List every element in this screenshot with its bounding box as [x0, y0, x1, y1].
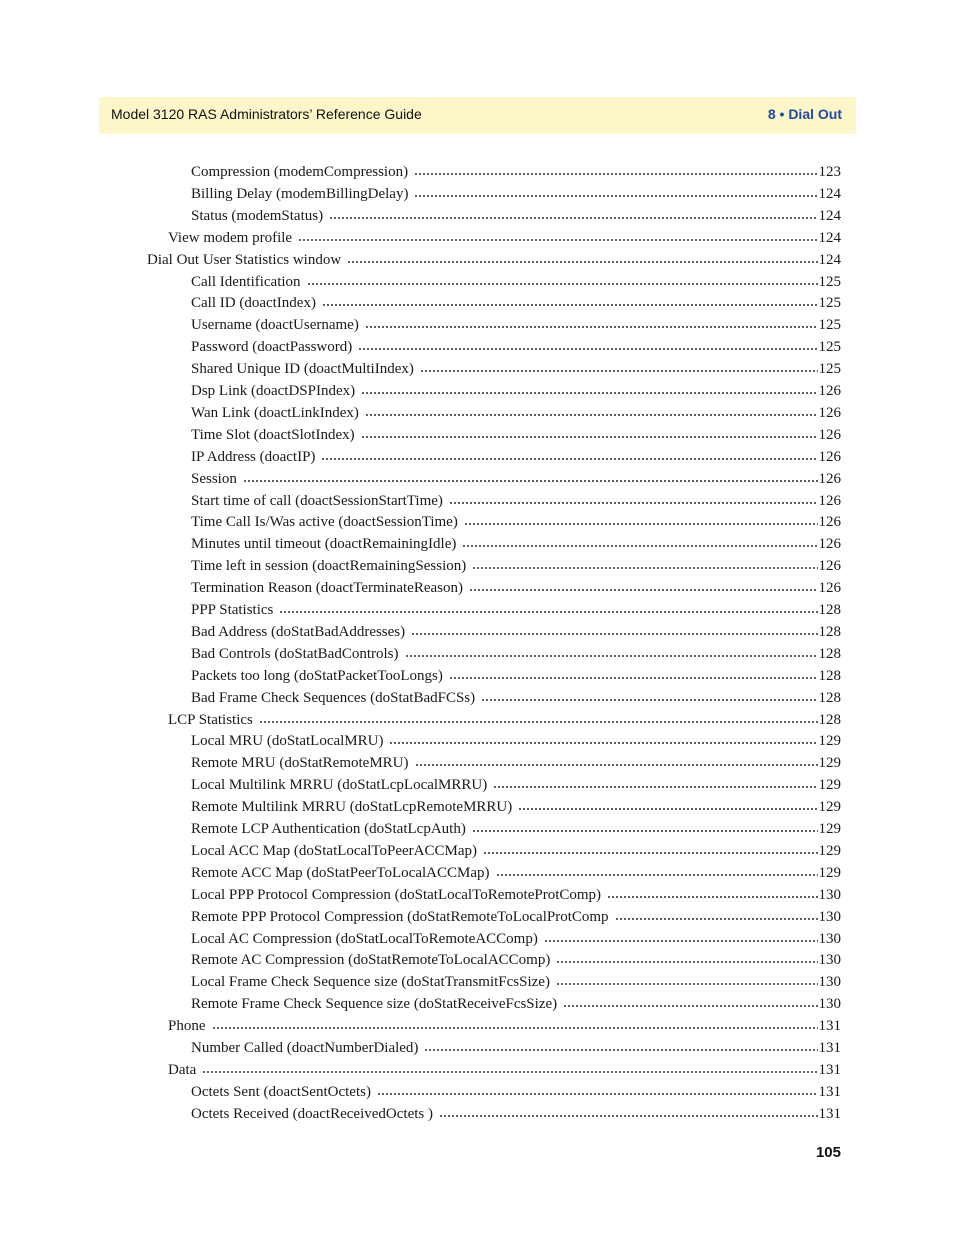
dot-leader — [615, 907, 818, 921]
toc-entry[interactable] — [191, 1104, 841, 1125]
toc-entry-page: 130 — [818, 996, 841, 1013]
dot-leader — [377, 1082, 818, 1096]
toc-entry-page: 129 — [818, 864, 841, 881]
toc-entry-title: Call Identification — [191, 273, 301, 290]
dot-leader — [449, 491, 818, 505]
toc-entry-title: Remote Frame Check Sequence size (doStatReceiveFcsSize) — [191, 996, 558, 1013]
page-number: 105 — [815, 1144, 841, 1161]
toc-entry[interactable] — [191, 600, 841, 621]
toc-entry-title: Local PPP Protocol Compression (doStatLocalToRemoteProtComp) — [191, 886, 602, 903]
toc-entry-page: 130 — [818, 886, 841, 903]
dot-leader — [405, 644, 818, 658]
toc-entry-page: 128 — [818, 689, 841, 706]
dot-leader — [411, 622, 817, 636]
dot-leader — [347, 250, 817, 264]
toc-entry[interactable] — [191, 315, 841, 336]
toc-entry[interactable] — [191, 447, 841, 468]
toc-entry[interactable] — [191, 819, 841, 840]
dot-leader — [449, 666, 818, 680]
dot-leader — [607, 885, 817, 899]
toc-entry-title: Data — [168, 1061, 197, 1078]
toc-entry-title: Status (modemStatus) — [191, 207, 324, 224]
toc-entry[interactable] — [191, 929, 841, 950]
toc-entry-page: 129 — [818, 842, 841, 859]
toc-entry[interactable] — [191, 731, 841, 752]
dot-leader — [212, 1016, 818, 1030]
toc-entry-page: 129 — [818, 733, 841, 750]
dot-leader — [556, 950, 817, 964]
toc-entry-title: Remote MRU (doStatRemoteMRU) — [191, 755, 409, 772]
toc-entry[interactable] — [191, 469, 841, 490]
dot-leader — [389, 731, 817, 745]
toc-entry-title: Bad Controls (doStatBadControls) — [191, 645, 399, 662]
toc-entry-page: 125 — [818, 339, 841, 356]
dot-leader — [321, 447, 817, 461]
toc-entry-title: Local AC Compression (doStatLocalToRemoteACComp) — [191, 930, 538, 947]
toc-entry-title: Local Frame Check Sequence size (doStatTransmitFcsSize) — [191, 974, 550, 991]
toc-entry[interactable] — [191, 622, 841, 643]
toc-entry-page: 124 — [818, 185, 841, 202]
toc-entry-title: Octets Sent (doactSentOctets) — [191, 1083, 371, 1100]
toc-entry-title: Remote LCP Authentication (doStatLcpAuth) — [191, 821, 466, 837]
dot-leader — [307, 272, 818, 286]
toc-entry[interactable] — [191, 775, 841, 796]
toc-entry-page: 128 — [818, 645, 841, 662]
dot-leader — [496, 863, 818, 877]
toc-entry-title: Octets Received (doactReceivedOctets ) — [191, 1105, 433, 1122]
toc-entry-page: 126 — [818, 558, 841, 575]
toc-entry-title: Time left in session (doactRemainingSession) — [191, 558, 467, 575]
toc-entry-page: 129 — [818, 755, 841, 772]
toc-entry-page: 130 — [818, 974, 841, 991]
toc-entry[interactable] — [191, 206, 841, 227]
toc-entry-title: Shared Unique ID (doactMultiIndex) — [191, 361, 414, 378]
toc-entry-page: 126 — [818, 492, 841, 509]
toc-entry-title: Minutes until timeout (doactRemainingIdle) — [191, 536, 457, 553]
toc-entry[interactable] — [191, 972, 841, 993]
toc-entry-title: Password (doactPassword) — [191, 339, 353, 356]
toc-entry-title: Session — [191, 470, 237, 487]
dot-leader — [365, 315, 818, 329]
toc-entry[interactable] — [191, 512, 841, 533]
toc-entry-title: Time Slot (doactSlotIndex) — [191, 426, 355, 443]
toc-entry[interactable] — [191, 403, 841, 424]
dot-leader — [322, 293, 818, 307]
toc-entry-page: 128 — [818, 602, 841, 618]
toc-entry-page: 125 — [818, 295, 841, 312]
toc-entry[interactable] — [191, 885, 841, 906]
toc-entry-title: Remote PPP Protocol Compression (doStatRemoteToLocalProtComp — [191, 908, 609, 925]
toc-entry-page: 126 — [818, 514, 841, 531]
dot-leader — [493, 775, 817, 789]
toc-entry-title: Bad Address (doStatBadAddresses) — [191, 623, 406, 640]
toc-entry[interactable] — [191, 556, 841, 577]
toc-entry-title: Number Called (doactNumberDialed) — [191, 1040, 419, 1056]
dot-leader — [472, 556, 817, 570]
dot-leader — [563, 994, 817, 1008]
toc-entry-title: Start time of call (doactSessionStartTime) — [191, 492, 443, 509]
dot-leader — [439, 1104, 818, 1118]
toc-entry-page: 131 — [818, 1018, 841, 1035]
dot-leader — [518, 797, 817, 811]
toc-entry-page: 126 — [818, 448, 841, 465]
dot-leader — [556, 972, 818, 986]
dot-leader — [414, 184, 817, 198]
toc-entry-page: 131 — [818, 1061, 841, 1078]
toc-entry[interactable] — [191, 753, 841, 774]
toc-entry-title: Dial Out User Statistics window — [147, 251, 342, 268]
toc-entry[interactable] — [191, 381, 841, 402]
dot-leader — [361, 381, 817, 395]
toc-entry-title: Local Multilink MRRU (doStatLcpLocalMRRU) — [191, 777, 488, 794]
toc-entry[interactable] — [191, 688, 841, 709]
dot-leader — [279, 600, 817, 614]
toc-entry-page: 128 — [818, 667, 841, 684]
dot-leader — [420, 359, 818, 373]
toc-entry[interactable] — [191, 950, 841, 971]
dot-leader — [481, 688, 817, 702]
toc-entry-page: 126 — [818, 470, 841, 487]
toc-entry-title: Packets too long (doStatPacketTooLongs) — [191, 667, 443, 684]
dot-leader — [469, 578, 818, 592]
toc-entry-title: Wan Link (doactLinkIndex) — [191, 404, 359, 421]
toc-entry-title: Call ID (doactIndex) — [191, 295, 316, 312]
dot-leader — [414, 162, 817, 176]
dot-leader — [464, 512, 818, 526]
toc-entry-page: 131 — [818, 1083, 841, 1100]
toc-entry-title: Username (doactUsername) — [191, 317, 359, 334]
document-title: Model 3120 RAS Administrators’ Reference Guide — [111, 106, 422, 122]
toc-entry[interactable] — [168, 710, 841, 731]
dot-leader — [462, 534, 817, 548]
dot-leader — [358, 337, 817, 351]
toc-entry-page: 125 — [818, 273, 841, 290]
toc-entry-page: 126 — [818, 536, 841, 553]
toc-entry[interactable] — [191, 841, 841, 862]
toc-entry-page: 123 — [818, 164, 841, 180]
toc-entry-title: Termination Reason (doactTerminateReason) — [191, 580, 463, 597]
toc-entry-title: LCP Statistics — [168, 711, 253, 728]
toc-entry-title: Dsp Link (doactDSPIndex) — [191, 383, 356, 399]
toc-entry-page: 125 — [818, 361, 841, 378]
toc-entry-page: 124 — [818, 229, 841, 246]
toc-entry-page: 131 — [818, 1105, 841, 1122]
toc-entry-title: PPP Statistics — [191, 602, 274, 618]
toc-entry-page: 124 — [818, 207, 841, 224]
toc-entry-page: 128 — [818, 711, 841, 728]
toc-entry[interactable] — [168, 1060, 841, 1081]
dot-leader — [415, 753, 818, 767]
toc-entry[interactable] — [191, 994, 841, 1015]
toc-entry[interactable] — [191, 184, 841, 205]
toc-entry-title: Phone — [168, 1018, 206, 1035]
dot-leader — [329, 206, 817, 220]
toc-entry[interactable] — [191, 534, 841, 555]
toc-entry-page: 130 — [818, 952, 841, 969]
dot-leader — [544, 929, 818, 943]
toc-entry[interactable] — [168, 228, 841, 249]
toc-entry-title: Billing Delay (modemBillingDelay) — [191, 185, 409, 202]
toc-entry-title: Compression (modemCompression) — [191, 164, 409, 180]
toc-entry[interactable] — [191, 863, 841, 884]
dot-leader — [365, 403, 818, 417]
toc-entry[interactable] — [168, 1016, 841, 1037]
toc-entry-page: 129 — [818, 799, 841, 816]
toc-entry[interactable] — [191, 907, 841, 928]
dot-leader — [202, 1060, 817, 1074]
toc-entry-title: Time Call Is/Was active (doactSessionTime) — [191, 514, 458, 531]
toc-entry[interactable] — [191, 293, 841, 314]
toc-entry-page: 126 — [818, 426, 841, 443]
toc-entry-title: Local ACC Map (doStatLocalToPeerACCMap) — [191, 842, 477, 859]
toc-entry-page: 126 — [818, 580, 841, 597]
toc-entry-page: 129 — [818, 777, 841, 794]
toc-entry-page: 126 — [818, 383, 841, 399]
toc-entry-title: Remote Multilink MRRU (doStatLcpRemoteMRRU) — [191, 799, 513, 816]
toc-entry-page: 125 — [818, 317, 841, 334]
toc-entry-title: Remote ACC Map (doStatPeerToLocalACCMap) — [191, 864, 490, 881]
toc-entry-page: 130 — [818, 908, 841, 925]
toc-entry-title: IP Address (doactIP) — [191, 448, 316, 465]
toc-entry[interactable] — [191, 578, 841, 599]
toc-entry[interactable] — [191, 359, 841, 380]
toc-entry-page: 126 — [818, 404, 841, 421]
toc-entry-title: View modem profile — [168, 229, 293, 246]
toc-entry[interactable] — [191, 425, 841, 446]
dot-leader — [483, 841, 818, 855]
dot-leader — [298, 228, 817, 242]
dot-leader — [424, 1038, 817, 1052]
dot-leader — [259, 710, 818, 724]
dot-leader — [361, 425, 818, 439]
toc-entry-page: 124 — [818, 251, 841, 268]
toc-entry[interactable] — [147, 250, 841, 271]
toc-entry-title: Bad Frame Check Sequences (doStatBadFCSs) — [191, 689, 476, 706]
toc-entry[interactable] — [191, 272, 841, 293]
toc-entry-title: Local MRU (doStatLocalMRU) — [191, 733, 384, 750]
toc-entry[interactable] — [191, 666, 841, 687]
toc-entry[interactable] — [191, 797, 841, 818]
toc-entry[interactable] — [191, 337, 841, 358]
chapter-label: 8 • Dial Out — [767, 106, 842, 122]
toc-entry-page: 128 — [818, 623, 841, 640]
dot-leader — [243, 469, 818, 483]
toc-entry-title: Remote AC Compression (doStatRemoteToLocalACComp) — [191, 952, 551, 969]
toc-entry-page: 129 — [818, 821, 841, 837]
toc-entry[interactable] — [191, 1082, 841, 1103]
dot-leader — [472, 819, 818, 833]
toc-entry[interactable] — [191, 1038, 841, 1059]
toc-entry[interactable] — [191, 491, 841, 512]
toc-entry[interactable] — [191, 644, 841, 665]
toc-entry[interactable] — [191, 162, 841, 183]
toc-entry-page: 130 — [818, 930, 841, 947]
toc-entry-page: 131 — [818, 1040, 841, 1056]
